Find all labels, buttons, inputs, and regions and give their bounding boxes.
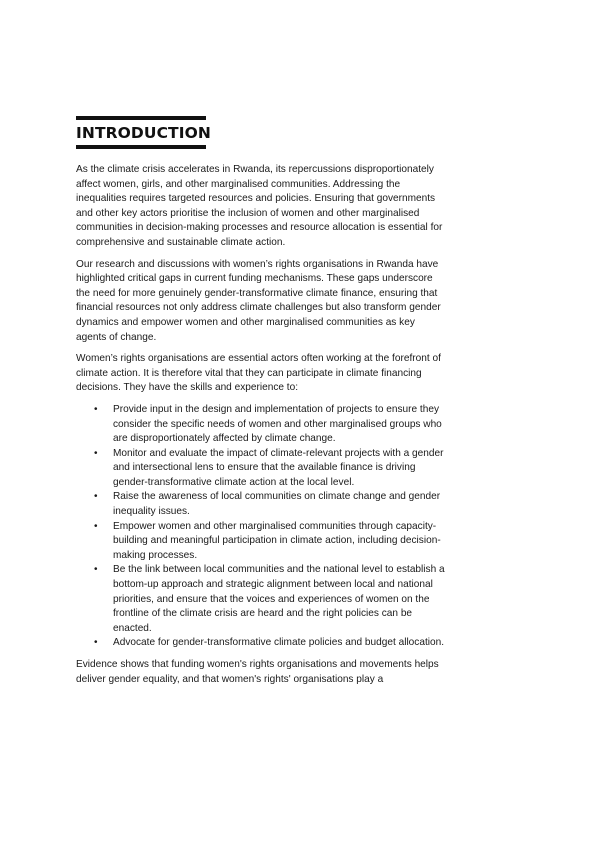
list-item — [94, 520, 446, 564]
bullet-icon: • — [94, 520, 98, 532]
list-item-text: Advocate for gender-transformative climate policies and budget allocation. — [113, 637, 445, 649]
paragraph-climate-crisis: As the climate crisis accelerates in Rwanda, its repercussions disproportionately affect women, girls, and other marginalised communities. Addressing the inequalities requires targeted resources and policies. Ensuring that governments and other key actors prioritise the inclusion of women and other marginalised communities in decision-making processes and resource allocation is essential for comprehensive and sustainable climate action. — [76, 164, 443, 248]
list-item-text: Provide input in the design and implementation of projects to ensure they consider the specific needs of women and other marginalised groups who are disproportionately affected by climate change. — [113, 403, 442, 445]
bullet-icon: • — [94, 491, 98, 503]
list-item-text: Monitor and evaluate the impact of climate-relevant projects with a gender and intersectional lens to ensure that the available finance is driving gender-transformative climate action at the local level. — [113, 447, 444, 488]
paragraph-wro-actors: Women’s rights organisations are essential actors often working at the forefront of climate action. It is therefore vital that they can participate in climate financing decisions. They have the skills and experience to: — [76, 353, 441, 394]
document-page — [76, 116, 446, 694]
paragraph-research-gaps: Our research and discussions with women’s rights organisations in Rwanda have highlighted critical gaps in current funding mechanisms. These gaps underscore the need for more genuinely gender-transformative climate finance, ensuring that financial resources not only address climate challenges but also transform gender dynamics and empower women and other marginalised communities as key agents of change. — [76, 258, 441, 343]
list-item-text: Be the link between local communities and the national level to establish a bottom-up approach and strategic alignment between local and national priorities, and ensure that the voices and experiences of women on the frontline of the climate crisis are heard and the right policies can be enacted. — [113, 564, 445, 634]
bullet-icon: • — [94, 564, 98, 576]
list-item — [94, 447, 446, 491]
bullet-icon: • — [94, 637, 98, 649]
skills-list — [76, 403, 446, 651]
section-heading: INTRODUCTION — [76, 124, 211, 142]
list-item — [94, 636, 446, 651]
list-item — [94, 403, 446, 447]
bullet-icon: • — [94, 447, 98, 459]
bullet-icon: • — [94, 403, 98, 415]
list-item-text: Empower women and other marginalised communities through capacity-building and meaningful participation in climate action, including decision-making processes. — [113, 520, 441, 561]
list-item-text: Raise the awareness of local communities on climate change and gender inequality issues. — [113, 491, 441, 518]
list-item — [94, 490, 446, 519]
list-item — [94, 563, 446, 636]
section-heading-block — [76, 116, 211, 149]
heading-rule-bottom — [76, 145, 206, 149]
paragraph-evidence: Evidence shows that funding women's rights organisations and movements helps deliver gender equality, and that women's rights' organisations play a — [76, 659, 439, 685]
